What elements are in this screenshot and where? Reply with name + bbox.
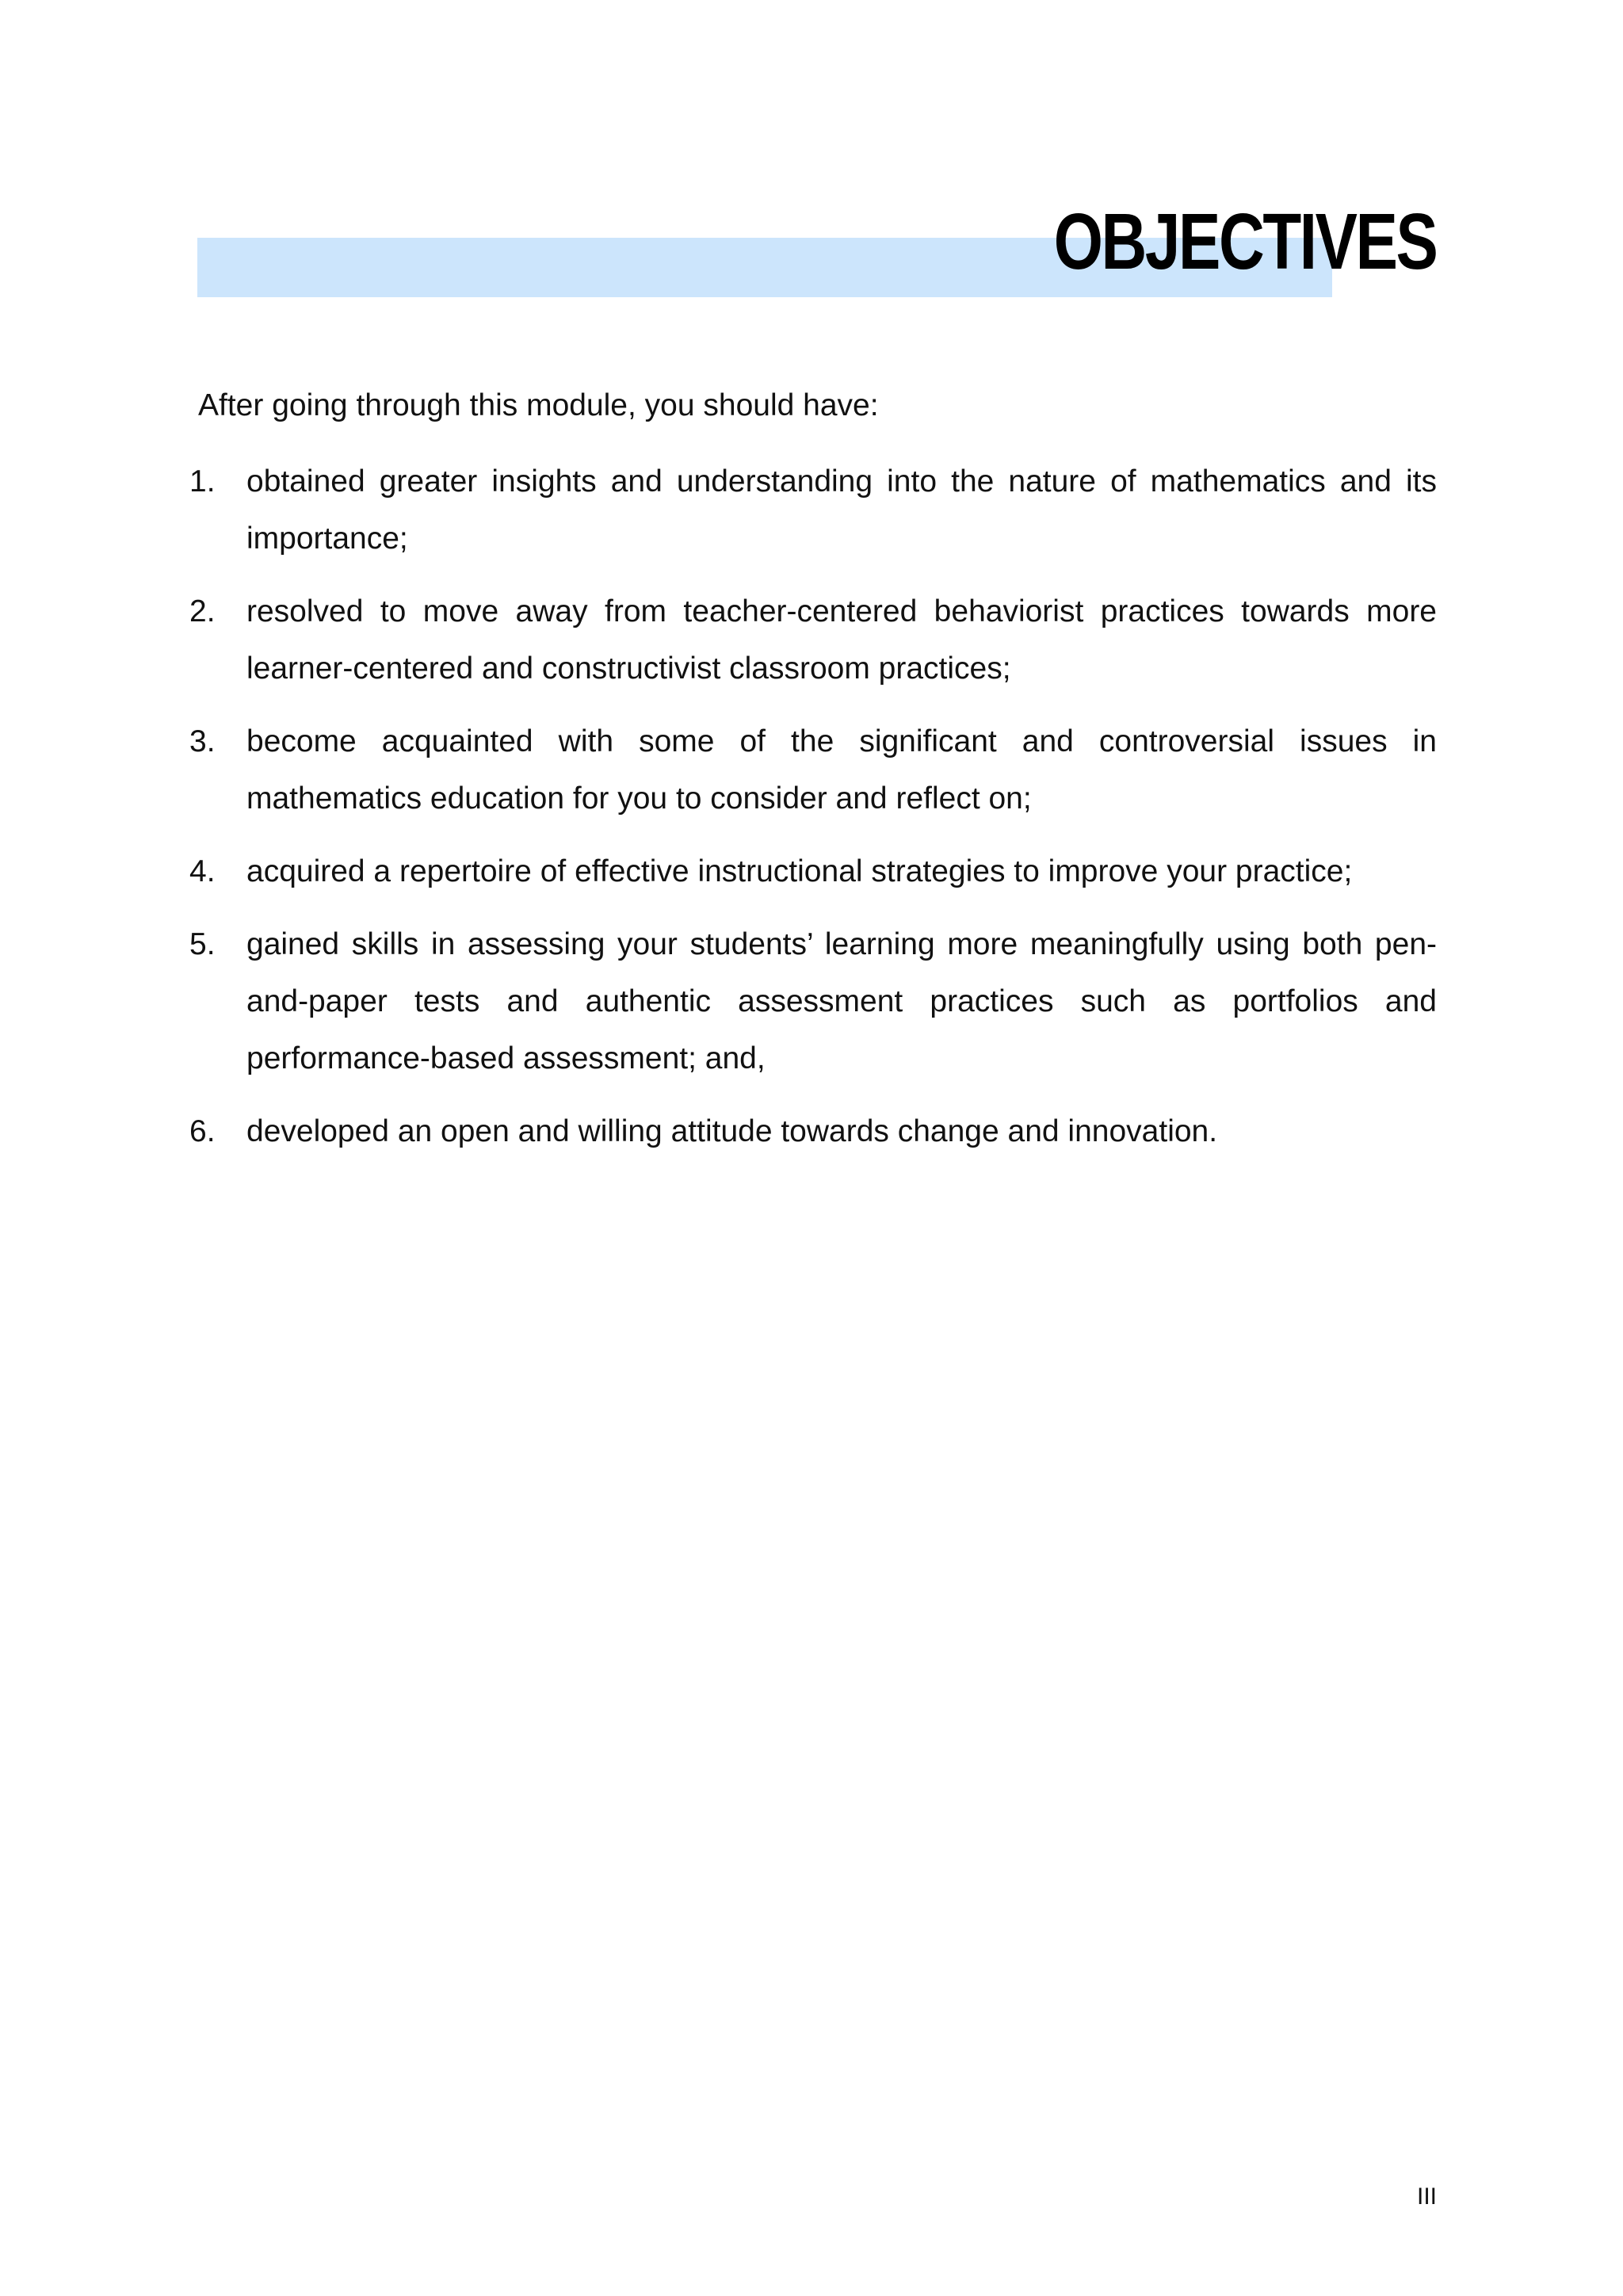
objective-item xyxy=(189,916,1437,1087)
page-number: III xyxy=(1416,2183,1437,2210)
page-title: OBJECTIVES xyxy=(1053,197,1436,286)
objective-number: 1. xyxy=(189,464,216,499)
objective-text: resolved to move away from teacher-centered behaviorist practices towards more learner-centered and constructivist classroom practices; xyxy=(246,594,1437,686)
objective-item xyxy=(189,1103,1437,1160)
objective-item xyxy=(189,713,1437,827)
objectives-list xyxy=(189,453,1437,1176)
objective-number: 3. xyxy=(189,724,216,758)
objective-number: 4. xyxy=(189,854,216,888)
objective-item xyxy=(189,843,1437,900)
objective-item xyxy=(189,453,1437,567)
objective-number: 5. xyxy=(189,927,216,961)
objective-text: become acquainted with some of the significant and controversial issues in mathematics education for you to consider and reflect on; xyxy=(246,724,1437,816)
objective-text: obtained greater insights and understanding into the nature of mathematics and its importance; xyxy=(246,464,1437,556)
objective-text: acquired a repertoire of effective instructional strategies to improve your practice; xyxy=(246,854,1353,888)
objective-text: developed an open and willing attitude towards change and innovation. xyxy=(246,1114,1218,1148)
objective-number: 2. xyxy=(189,594,216,628)
objective-item xyxy=(189,583,1437,697)
intro-text: After going through this module, you should have: xyxy=(198,388,879,422)
objective-number: 6. xyxy=(189,1114,216,1148)
objective-text: gained skills in assessing your students’ learning more meaningfully using both pen-and-paper tests and authentic assessment practices such as portfolios and performance-based assessment; and, xyxy=(246,927,1437,1075)
